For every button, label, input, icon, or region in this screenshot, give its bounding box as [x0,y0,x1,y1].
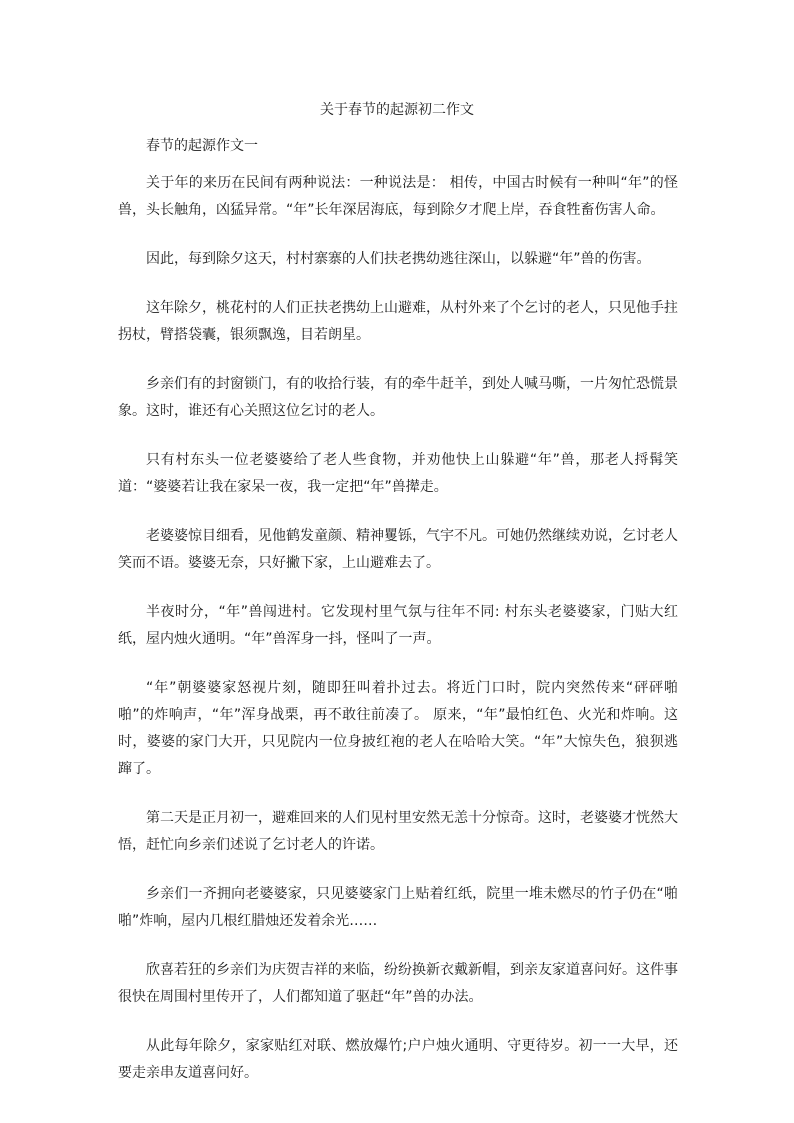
document-title: 关于春节的起源初二作文 [320,102,474,118]
section-subtitle: 春节的起源作文一 [146,138,258,154]
paragraph-10: 乡亲们一齐拥向老婆婆家，只见婆婆家门上贴着红纸，院里一堆未燃尽的竹子仍在“啪啪”炸响，屋内几根红腊烛还发着余光…… [118,886,678,929]
paragraph-11: 欣喜若狂的乡亲们为庆贺吉祥的来临，纷纷换新衣戴新帽，到亲友家道喜问好。这件事很快在周围村里传开了，人们都知道了驱赶“年”兽的办法。 [118,962,678,1005]
paragraph-2: 因此，每到除夕这天，村村寨寨的人们扶老携幼逃往深山，以躲避“年”兽的伤害。 [146,251,651,267]
paragraph-7: 半夜时分，“年”兽闯进村。它发现村里气氛与往年不同: 村东头老婆婆家，门贴大红纸，屋内烛火通明。“年”兽浑身一抖，怪叫了一声。 [118,604,678,647]
document-body [118,136,678,1109]
paragraph-1: 关于年的来历在民间有两种说法：一种说法是： 相传，中国古时候有一种叫“年”的怪兽，头长触角，凶猛异常。“年”长年深居海底，每到除夕才爬上岸，吞食牲畜伤害人命。 [118,175,678,218]
paragraph-5: 只有村东头一位老婆婆给了老人些食物，并劝他快上山躲避“年”兽，那老人捋髯笑道：“婆婆若让我在家呆一夜，我一定把“年”兽撵走。 [118,452,678,495]
paragraph-3: 这年除夕，桃花村的人们正扶老携幼上山避难，从村外来了个乞讨的老人，只见他手拄拐杖，臂搭袋囊，银须飘逸，目若朗星。 [118,300,678,343]
paragraph-4: 乡亲们有的封窗锁门，有的收拾行装，有的牵牛赶羊，到处人喊马嘶，一片匆忙恐慌景象。这时，谁还有心关照这位乞讨的老人。 [118,376,678,419]
paragraph-6: 老婆婆惊目细看，见他鹤发童颜、精神矍铄，气宇不凡。可她仍然继续劝说，乞讨老人笑而不语。婆婆无奈，只好撇下家，上山避难去了。 [118,528,678,571]
paragraph-8: “年”朝婆婆家怒视片刻，随即狂叫着扑过去。将近门口时，院内突然传来“砰砰啪啪”的炸响声，“年”浑身战栗，再不敢往前凑了。 原来，“年”最怕红色、火光和炸响。这时，婆婆的家门大开，只见院内一位身披红袍的老人在哈哈大笑。“年”大惊失色，狼狈逃蹿了。 [118,680,678,777]
paragraph-9: 第二天是正月初一，避难回来的人们见村里安然无恙十分惊奇。这时，老婆婆才恍然大悟，赶忙向乡亲们述说了乞讨老人的许诺。 [118,810,678,853]
paragraph-12: 从此每年除夕，家家贴红对联、燃放爆竹;户户烛火通明、守更待岁。初一一大早，还要走亲串友道喜问好。 [118,1038,678,1081]
